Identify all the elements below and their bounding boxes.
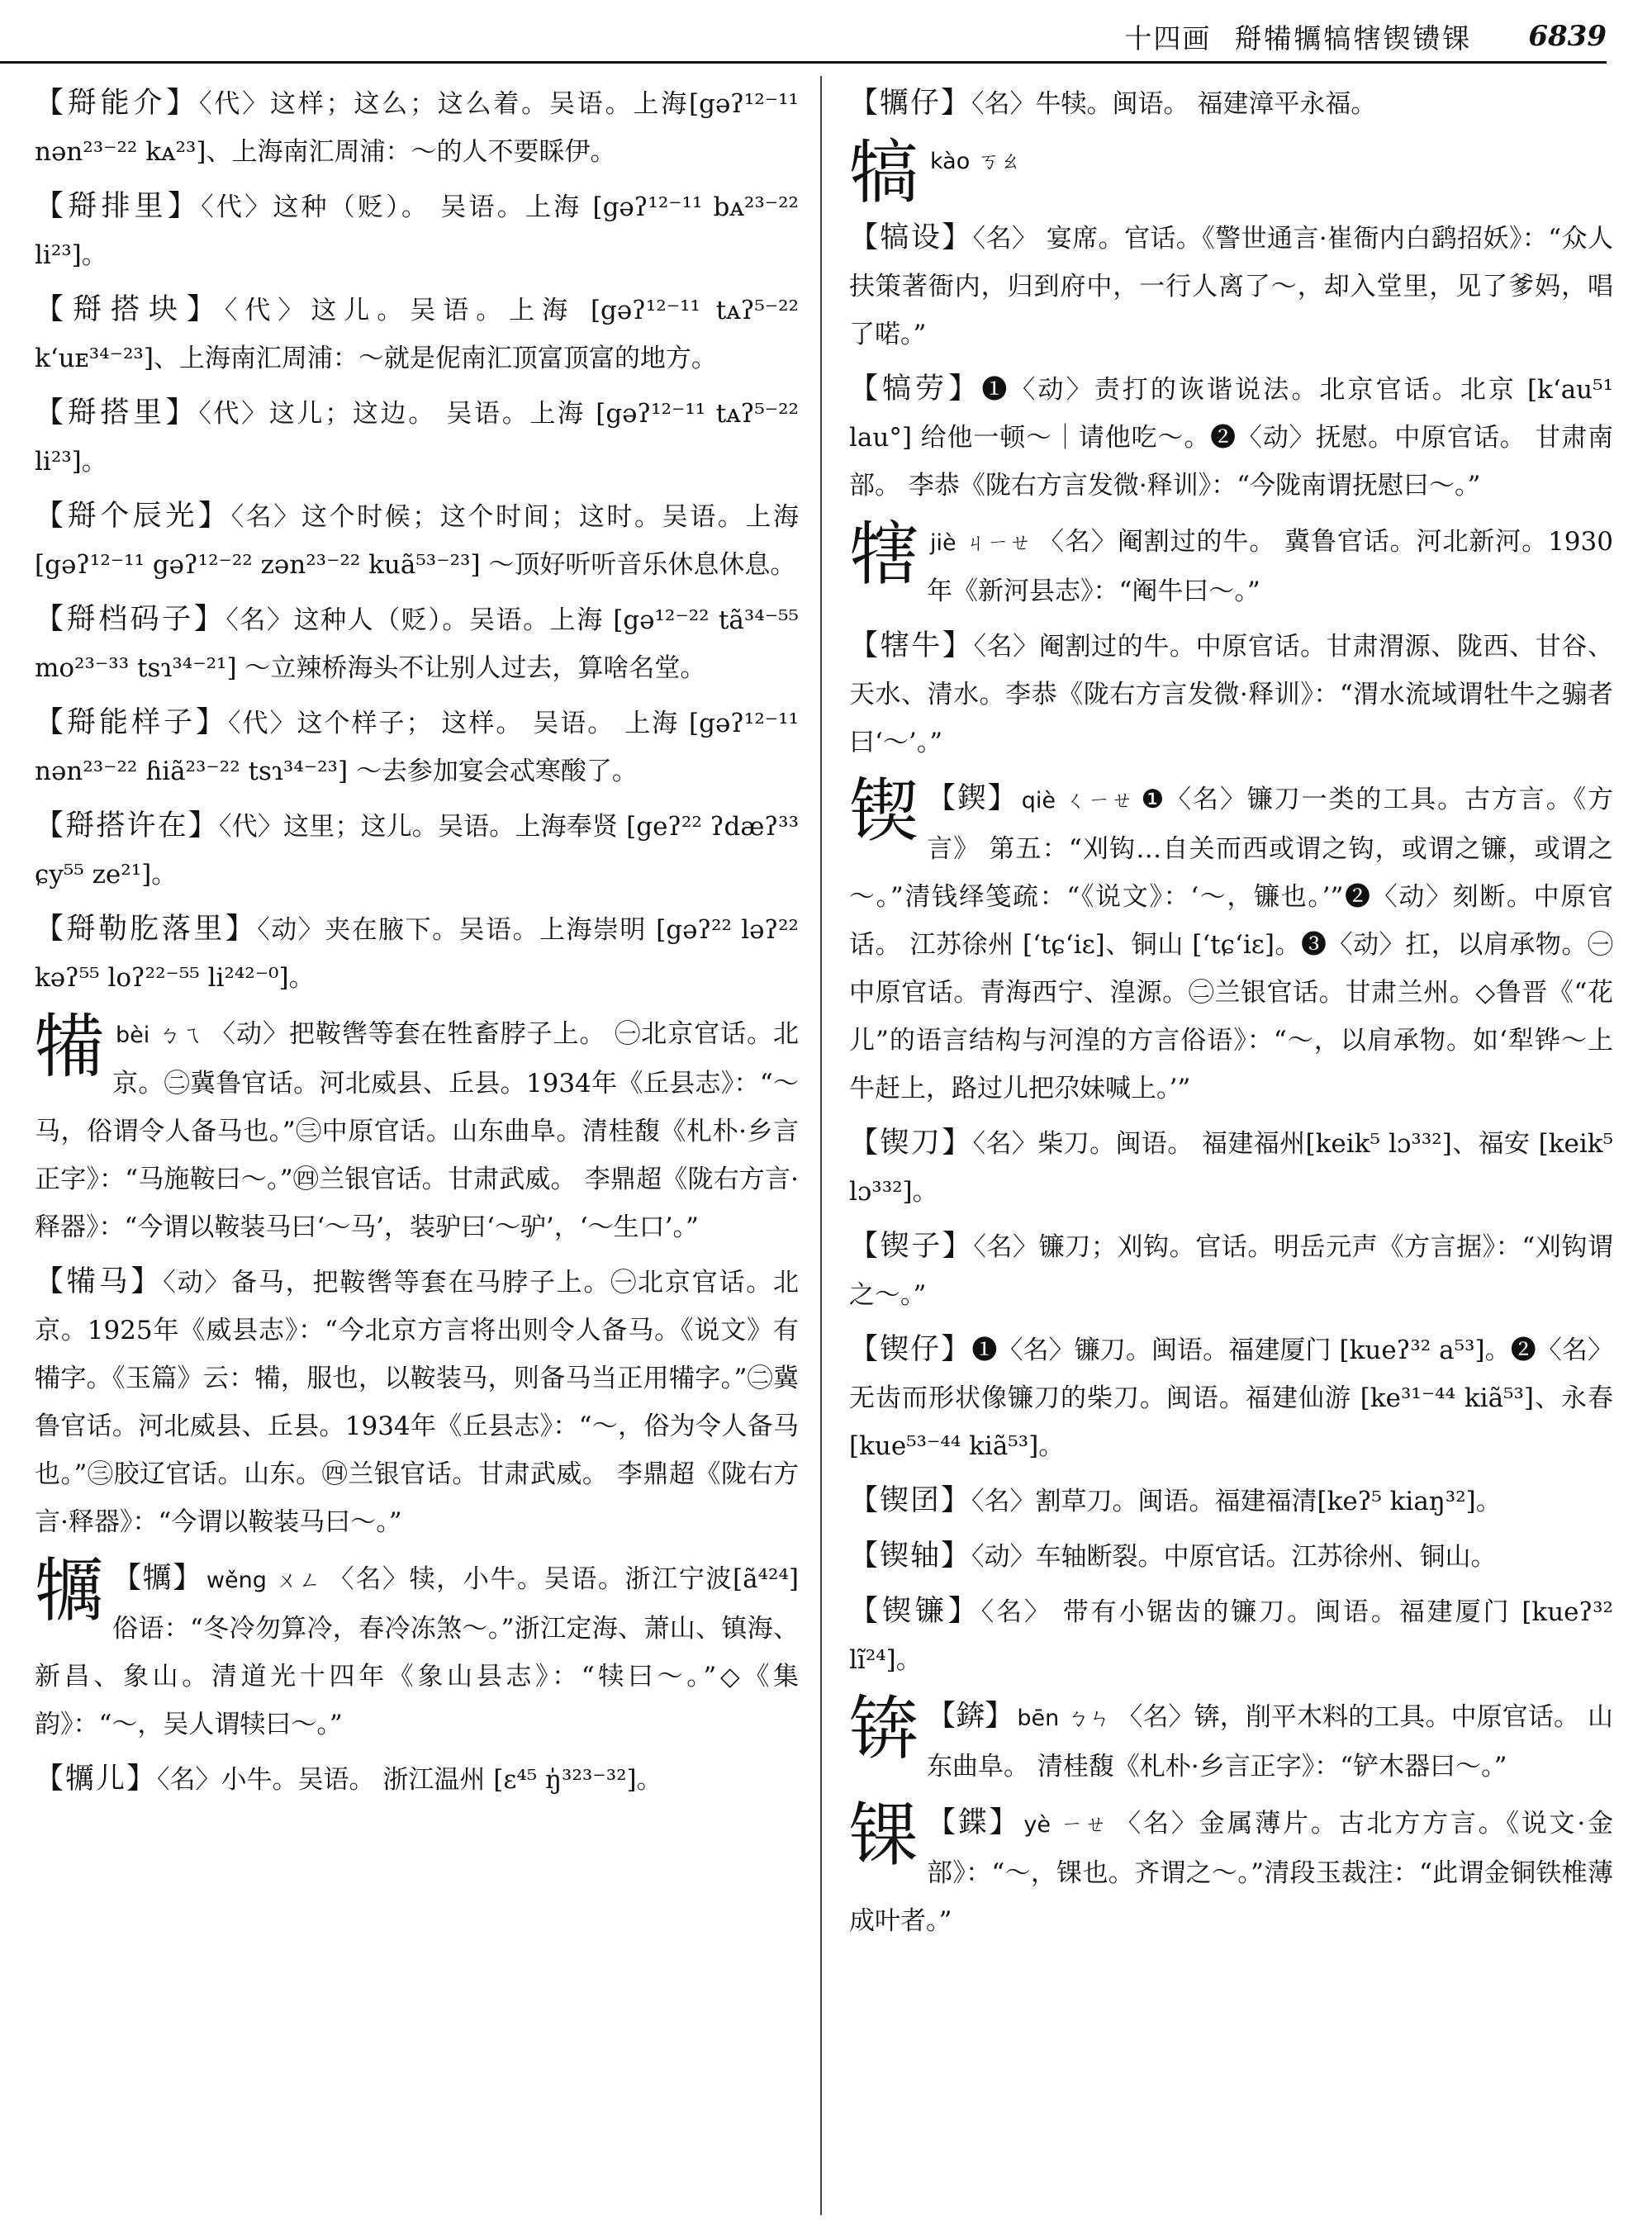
main-entry — [35, 1550, 799, 1748]
entry-headword: 【搿搭许在】 — [35, 809, 219, 842]
sub-entry — [849, 79, 1613, 128]
entry-definition: 〈名〉 带有小锯齿的镰刀。闽语。福建厦门 [kueʔ³² lĩ²⁴]。 — [849, 1597, 1613, 1675]
pinyin: yè — [1023, 1812, 1051, 1838]
sub-entry — [35, 79, 799, 176]
sub-entry — [35, 389, 799, 486]
pinyin: wěng — [206, 1568, 267, 1593]
entry-definition: 〈动〉把鞍辔等套在牲畜脖子上。 ㊀北京官话。北京。㊁冀鲁官话。河北威县、丘县。1934年《丘县志》：“～马，俗谓令人备马也。”㊂中原官话。山东曲阜。清桂馥《札朴·乡言正字》：“马施鞍曰～。”㊃兰银官话。甘肃武威。 李鼎超《陇右方言·释器》：“今谓以鞍装马曰‘～马’，装驴曰‘～驴’，‘～生口’。” — [35, 1019, 799, 1242]
sub-entry — [35, 286, 799, 382]
sub-entry — [849, 1532, 1613, 1581]
zhuyin: ㄑㄧㄝ — [1065, 789, 1135, 814]
entry-headword: 【搿排里】 — [35, 190, 202, 223]
entry-headword: 【搿搭里】 — [35, 396, 199, 429]
entry-headword: 【犡儿】 — [35, 1763, 158, 1796]
header-characters: 搿犕犡犒犗锲镄锞 — [1234, 21, 1473, 55]
main-headword-character: 锛 — [849, 1688, 919, 1769]
sub-entry — [35, 492, 799, 589]
main-headword-character: 锲 — [849, 771, 919, 852]
sub-entry — [849, 622, 1613, 766]
running-head — [0, 12, 1607, 64]
sub-entry — [849, 1326, 1613, 1470]
zhuyin: ㄧㄝ — [1061, 1813, 1109, 1838]
entry-headword: 【搿能样子】 — [35, 706, 229, 739]
pinyin: qiè — [1021, 788, 1056, 814]
entry-definition: 〈代〉这种（贬）。 吴语。上海 [gəʔ¹²⁻¹¹ bᴀ²³⁻²² li²³]。 — [35, 192, 799, 270]
entry-definition: 〈名〉这种人（贬）。吴语。上海 [gə¹²⁻²² tã³⁴⁻⁵⁵ mo²³⁻³³ tsɿ³⁴⁻²¹] ～立辣桥海头不让别人过去，算啥名堂。 — [35, 605, 799, 683]
entry-headword: 【锲刀】 — [849, 1127, 973, 1160]
entry-definition: 〈名〉犊，小牛。吴语。浙江宁波[ã⁴²⁴] 俗语：“冬冷勿算冷，春冷冻煞～。”浙江定海、萧山、镇海、新昌、象山。清道光十四年《象山县志》：“犊曰～。”◇《集韵》：“～，吴人谓犊曰～。” — [35, 1564, 799, 1739]
entry-definition: 〈名〉柴刀。闽语。 福建福州[keik⁵ lɔ³³²]、福安 [keik⁵ lɔ³³²]。 — [849, 1129, 1613, 1207]
left-column — [35, 79, 799, 1810]
entry-definition: 〈代〉这里；这儿。吴语。上海奉贤 [geʔ²² ʔdæʔ³³ ɕy⁵⁵ ze²¹]。 — [35, 812, 799, 890]
zhuyin: ㄐㄧㄝ — [965, 531, 1032, 556]
entry-definition: 〈代〉这儿；这边。 吴语。上海 [gəʔ¹²⁻¹¹ tᴀʔ⁵⁻²² li²³]。 — [35, 399, 799, 477]
entry-headword: 【犒设】 — [849, 221, 973, 254]
entry-definition: 〈名〉牛犊。闽语。 福建漳平永福。 — [971, 89, 1377, 119]
sub-entry — [35, 1258, 799, 1546]
traditional-form: 【鍱】 — [927, 1806, 1021, 1839]
entry-definition: 〈代〉这样；这么；这么着。吴语。上海[gəʔ¹²⁻¹¹ nən²³⁻²² kᴀ²³]、上海南汇周浦：～的人不要睬伊。 — [35, 89, 799, 167]
page-number: 6839 — [1528, 20, 1607, 53]
pinyin: kào — [930, 149, 971, 174]
zhuyin: ㄅㄣ — [1067, 1706, 1111, 1731]
column-divider — [820, 76, 822, 2215]
main-entry — [849, 514, 1613, 615]
entry-headword: 【锲囝】 — [849, 1484, 972, 1517]
entry-headword: 【犗牛】 — [849, 629, 974, 662]
main-headword-character: 锞 — [849, 1795, 919, 1876]
entry-headword: 【锲轴】 — [849, 1540, 972, 1573]
entry-definition: ❶〈动〉责打的诙谐说法。北京官话。北京 [k‘au⁵¹ lau°] 给他一顿～｜请他吃～。❷〈动〉抚慰。中原官话。 甘肃南部。 李恭《陇右方言发微·释训》：“今陇南谓抚慰曰～。” — [849, 375, 1613, 501]
sub-entry — [35, 1755, 799, 1804]
sub-entry — [35, 595, 799, 692]
sub-entry — [849, 365, 1613, 510]
entry-definition: 〈名〉割草刀。闽语。福建福清[keʔ⁵ kiaŋ³²]。 — [971, 1487, 1502, 1516]
entry-definition: 〈动〉备马，把鞍辔等套在马脖子上。㊀北京官话。北京。1925年《威县志》：“今北京方言将出则令人备马。《说文》有犕字。《玉篇》云：犕，服也，以鞍装马，则备马当正用犕字。”㊁冀鲁官话。河北威县、丘县。1934年《丘县志》：“～，俗为令人备马也。”㊂胶辽官话。山东。㊃兰银官话。甘肃武威。 李鼎超《陇右方言·释器》：“今谓以鞍装马曰～。” — [35, 1268, 799, 1537]
main-headword-character: 犗 — [849, 514, 919, 595]
traditional-form: 【犡】 — [112, 1562, 203, 1595]
sub-entry — [35, 183, 799, 279]
sub-entry — [849, 214, 1613, 358]
main-headword-character: 犕 — [35, 1006, 105, 1087]
entry-definition: 〈名〉 宴席。官话。《警世通言·崔衙内白鹞招妖》：“众人扶策著衙内，归到府中，一行人离了～，却入堂里，见了爹妈，唱了喏。” — [849, 224, 1613, 349]
entry-definition: 〈动〉夹在腋下。吴语。上海崇明 [gəʔ²² ləʔ²² kəʔ⁵⁵ loʔ²²⁻⁵⁵ li²⁴²⁻⁰]。 — [35, 915, 799, 993]
entry-headword: 【锲镰】 — [849, 1595, 981, 1628]
entry-headword: 【搿勒肐落里】 — [35, 913, 258, 946]
entry-definition: 〈代〉这个样子； 这样。 吴语。 上海 [gəʔ¹²⁻¹¹ nən²³⁻²² ɦiã²³⁻²² tsɿ³⁴⁻²³] ～去参加宴会忒寒酸了。 — [35, 709, 799, 786]
entry-headword: 【搿个辰光】 — [35, 500, 231, 533]
entry-definition: 〈名〉这个时候；这个时间；这时。吴语。上海 [gəʔ¹²⁻¹¹ gəʔ¹²⁻²² zən²³⁻²² kuã⁵³⁻²³] ～顶好听听音乐休息休息。 — [35, 502, 799, 580]
sub-entry — [849, 1222, 1613, 1319]
entry-headword: 【犕马】 — [35, 1265, 164, 1298]
entry-headword: 【搿能介】 — [35, 87, 200, 120]
main-entry — [849, 771, 1613, 1113]
section-label: 十四画 — [1124, 21, 1212, 55]
entry-definition: ❶〈名〉镰刀一类的工具。古方言。《方言》 第五：“刈钩…自关而西或谓之钩，或谓之镰，或谓之～。”清钱绎笺疏：“《说文》：‘～，镰也。’”❷〈动〉刻断。中原官话。 江苏徐州 [ʻtɕ‘iɛ]、铜山 [ʻtɕ‘iɛ]。❸〈动〉扛，以肩承物。㊀中原官话。青海西宁、湟源。㊁兰银官话。甘肃兰州。◇鲁晋《“花儿”的语言结构与河湟的方言俗语》：“～，以肩承物。如‘犁铧～上牛赶上，路过儿把尕妹喊上。’” — [849, 785, 1613, 1103]
entry-headword: 【搿档码子】 — [35, 603, 226, 636]
pinyin: bèi — [116, 1022, 150, 1048]
entry-headword: 【犡仔】 — [849, 87, 972, 120]
entry-definition: 〈名〉小牛。吴语。 浙江温州 [ɛ⁴⁵ ŋ̍³²³⁻³²]。 — [157, 1765, 662, 1795]
entry-headword: 【搿搭块】 — [35, 293, 225, 326]
sub-entry — [35, 699, 799, 795]
entry-headword: 【犒劳】 — [849, 372, 982, 406]
main-entry — [849, 132, 1613, 213]
main-headword-character: 犒 — [849, 132, 919, 213]
sub-entry — [849, 1587, 1613, 1684]
entry-definition: 〈名〉锛，削平木料的工具。中原官话。 山东曲阜。 清桂馥《札朴·乡言正字》：“铲木器曰～。” — [927, 1702, 1613, 1782]
main-headword-character: 犡 — [35, 1550, 105, 1631]
pinyin: jiè — [930, 530, 957, 556]
zhuyin: ㄨㄥ — [276, 1568, 322, 1593]
traditional-form: 【鍥】 — [927, 782, 1018, 815]
entry-headword: 【锲仔】 — [849, 1333, 972, 1366]
main-entry — [35, 1006, 799, 1251]
main-entry — [849, 1688, 1613, 1791]
sub-entry — [849, 1119, 1613, 1216]
entry-definition: 〈名〉阉割过的牛。中原官话。甘肃渭源、陇西、甘谷、天水、清水。李恭《陇右方言发微·释训》：“渭水流域谓牡牛之骟者曰‘～’。” — [849, 632, 1613, 757]
entry-definition: 〈代〉这儿。吴语。上海 [gəʔ¹²⁻¹¹ tᴀʔ⁵⁻²² k‘uᴇ³⁴⁻²³]、上海南汇周浦：～就是伲南汇顶富顶富的地方。 — [35, 296, 799, 373]
main-entry — [849, 1795, 1613, 1945]
zhuyin: ㄎㄠ — [978, 149, 1022, 174]
traditional-form: 【錛】 — [927, 1700, 1014, 1733]
sub-entry — [849, 1477, 1613, 1525]
entry-definition: 〈名〉阉割过的牛。 冀鲁官话。河北新河。1930年《新河县志》：“阉牛曰～。” — [927, 527, 1613, 606]
entry-definition: 〈名〉金属薄片。古北方方言。《说文·金部》：“～，锞也。齐谓之～。”清段玉裁注：“此谓金铜铁椎薄成叶者。” — [849, 1809, 1613, 1936]
right-column — [849, 79, 1613, 1952]
entry-definition: 〈名〉镰刀；刈钩。官话。明岳元声《方言据》：“刈钩谓之～。” — [849, 1232, 1613, 1310]
entry-headword: 【锲子】 — [849, 1230, 974, 1263]
zhuyin: ㄅㄟ — [159, 1023, 204, 1048]
sub-entry — [35, 802, 799, 899]
sub-entry — [35, 905, 799, 1002]
entry-definition: 〈动〉车轴断裂。中原官话。江苏徐州、铜山。 — [971, 1542, 1497, 1572]
pinyin: bēn — [1017, 1706, 1060, 1731]
entry-definition: ❶〈名〉镰刀。闽语。福建厦门 [kueʔ³² a⁵³]。❷〈名〉无齿而形状像镰刀的柴刀。闽语。福建仙游 [ke³¹⁻⁴⁴ kiã⁵³]、永春 [kue⁵³⁻⁴⁴ kiã⁵³]。 — [849, 1336, 1613, 1461]
